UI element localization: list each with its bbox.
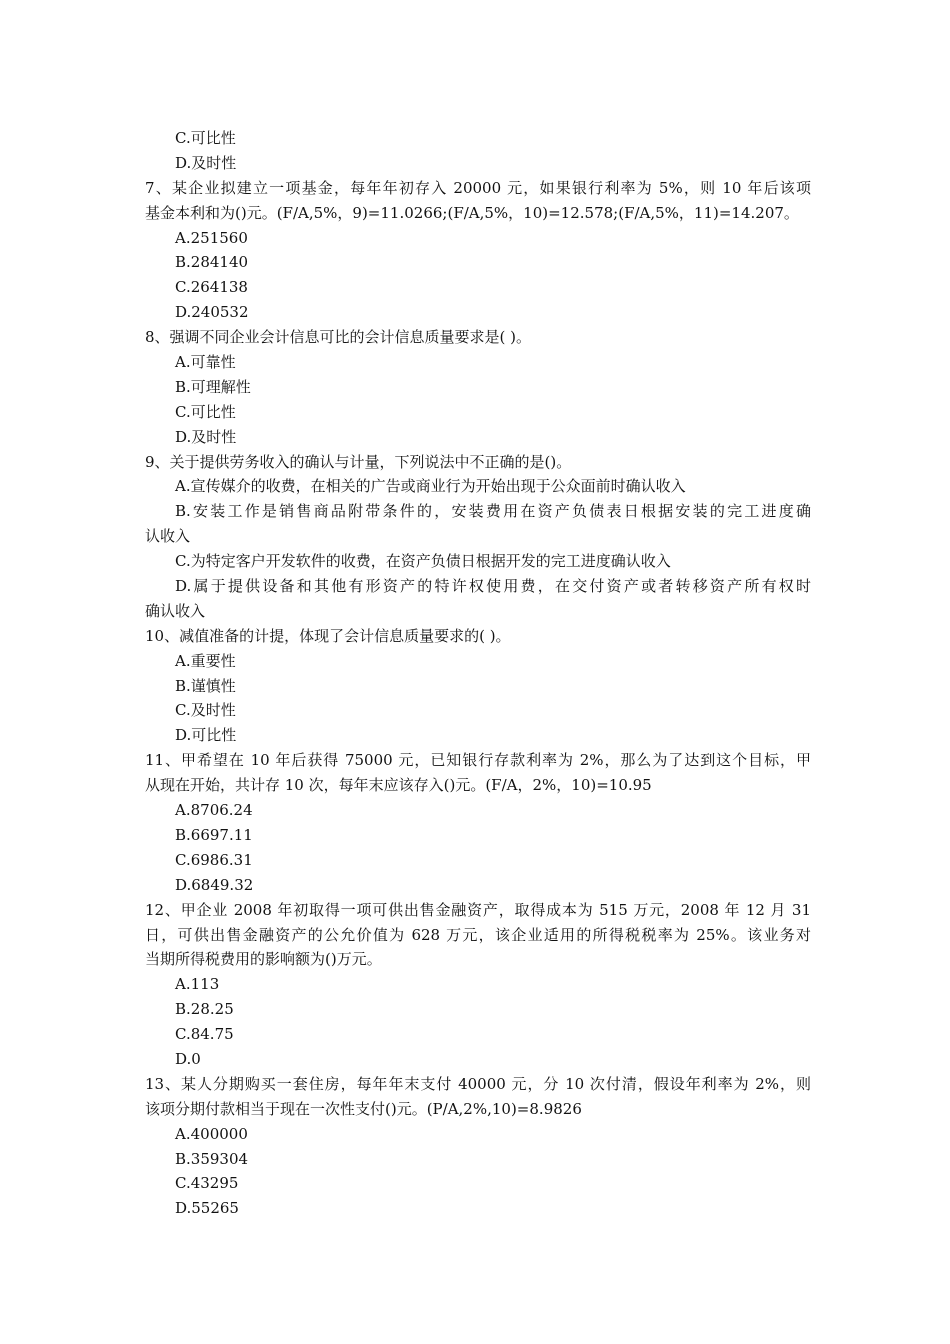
- option-line: B.284140: [175, 253, 249, 272]
- option-line: B.28.25: [175, 1000, 234, 1019]
- option-line: C.43295: [175, 1174, 239, 1193]
- option-line: A.113: [175, 975, 220, 994]
- option-line: C.为特定客户开发软件的收费，在资产负债日根据开发的完工进度确认收入: [175, 552, 671, 571]
- question-8: 8、强调不同企业会计信息可比的会计信息质量要求是( )。: [145, 328, 532, 347]
- option-line: D.240532: [175, 303, 249, 322]
- question-10: 10、减值准备的计提，体现了会计信息质量要求的( )。: [145, 626, 511, 645]
- option-line: C.可比性: [175, 129, 236, 147]
- question-7-line-2: 基金本利和为()元。(F/A,5%，9)=11.0266;(F/A,5%，10)=12.578;(F/A,5%，11)=14.207。: [145, 203, 799, 222]
- question-12-line-3: 当期所得税费用的影响额为()万元。: [145, 950, 382, 969]
- question-11-line-2: 从现在开始，共计存 10 次，每年末应该存入()元。(F/A，2%，10)=10.95: [145, 776, 652, 795]
- option-line: A.251560: [175, 228, 248, 247]
- question-13-line-1: 13、某人分期购买一套住房，每年年末支付 40000 元，分 10 次付清，假设年利率为 2%，则: [145, 1074, 811, 1093]
- option-line: A.宣传媒介的收费，在相关的广告或商业行为开始出现于公众面前时确认收入: [175, 477, 686, 496]
- document-body: [145, 126, 811, 1221]
- option-line: D.及时性: [175, 153, 237, 172]
- question-13-line-2: 该项分期付款相当于现在一次性支付()元。(P/A,2%,10)=8.9826: [145, 1099, 582, 1118]
- option-line: D.6849.32: [175, 875, 254, 894]
- option-line: C.84.75: [175, 1025, 234, 1044]
- option-line: B.359304: [175, 1149, 249, 1168]
- question-11-line-1: 11、甲希望在 10 年后获得 75000 元，已知银行存款利率为 2%，那么为了达到这个目标，甲: [145, 751, 811, 770]
- question-12-line-1: 12、甲企业 2008 年初取得一项可供出售金融资产，取得成本为 515 万元，2008 年 12 月 31: [145, 900, 811, 919]
- option-continuation: 认收入: [145, 527, 191, 546]
- question-7-line-1: 7、某企业拟建立一项基金，每年年初存入 20000 元，如果银行利率为 5%，则 10 年后该项: [145, 178, 811, 197]
- option-line: B.可理解性: [175, 377, 251, 396]
- option-line: A.可靠性: [175, 353, 236, 372]
- option-line: B.谨慎性: [175, 676, 236, 695]
- option-line: C.264138: [175, 278, 248, 297]
- option-line: A.8706.24: [175, 801, 253, 820]
- option-line: A.重要性: [175, 651, 236, 670]
- option-line: C.6986.31: [175, 850, 253, 869]
- option-line: C.及时性: [175, 701, 236, 720]
- option-line: D.55265: [175, 1199, 239, 1218]
- option-line: D.0: [175, 1049, 201, 1068]
- option-line: D.及时性: [175, 427, 237, 446]
- option-continuation: 确认收入: [145, 601, 206, 620]
- option-line: D.属于提供设备和其他有形资产的特许权使用费，在交付资产或者转移资产所有权时: [175, 577, 811, 596]
- option-line: C.可比性: [175, 402, 236, 421]
- option-line: A.400000: [175, 1124, 248, 1143]
- option-line: B.安装工作是销售商品附带条件的，安装费用在资产负债表日根据安装的完工进度确: [175, 502, 811, 521]
- option-line: D.可比性: [175, 726, 237, 745]
- option-line: B.6697.11: [175, 825, 253, 844]
- question-12-line-2: 日，可供出售金融资产的公允价值为 628 万元，该企业适用的所得税税率为 25%。该业务对: [145, 925, 811, 944]
- question-9: 9、关于提供劳务收入的确认与计量，下列说法中不正确的是()。: [145, 452, 572, 471]
